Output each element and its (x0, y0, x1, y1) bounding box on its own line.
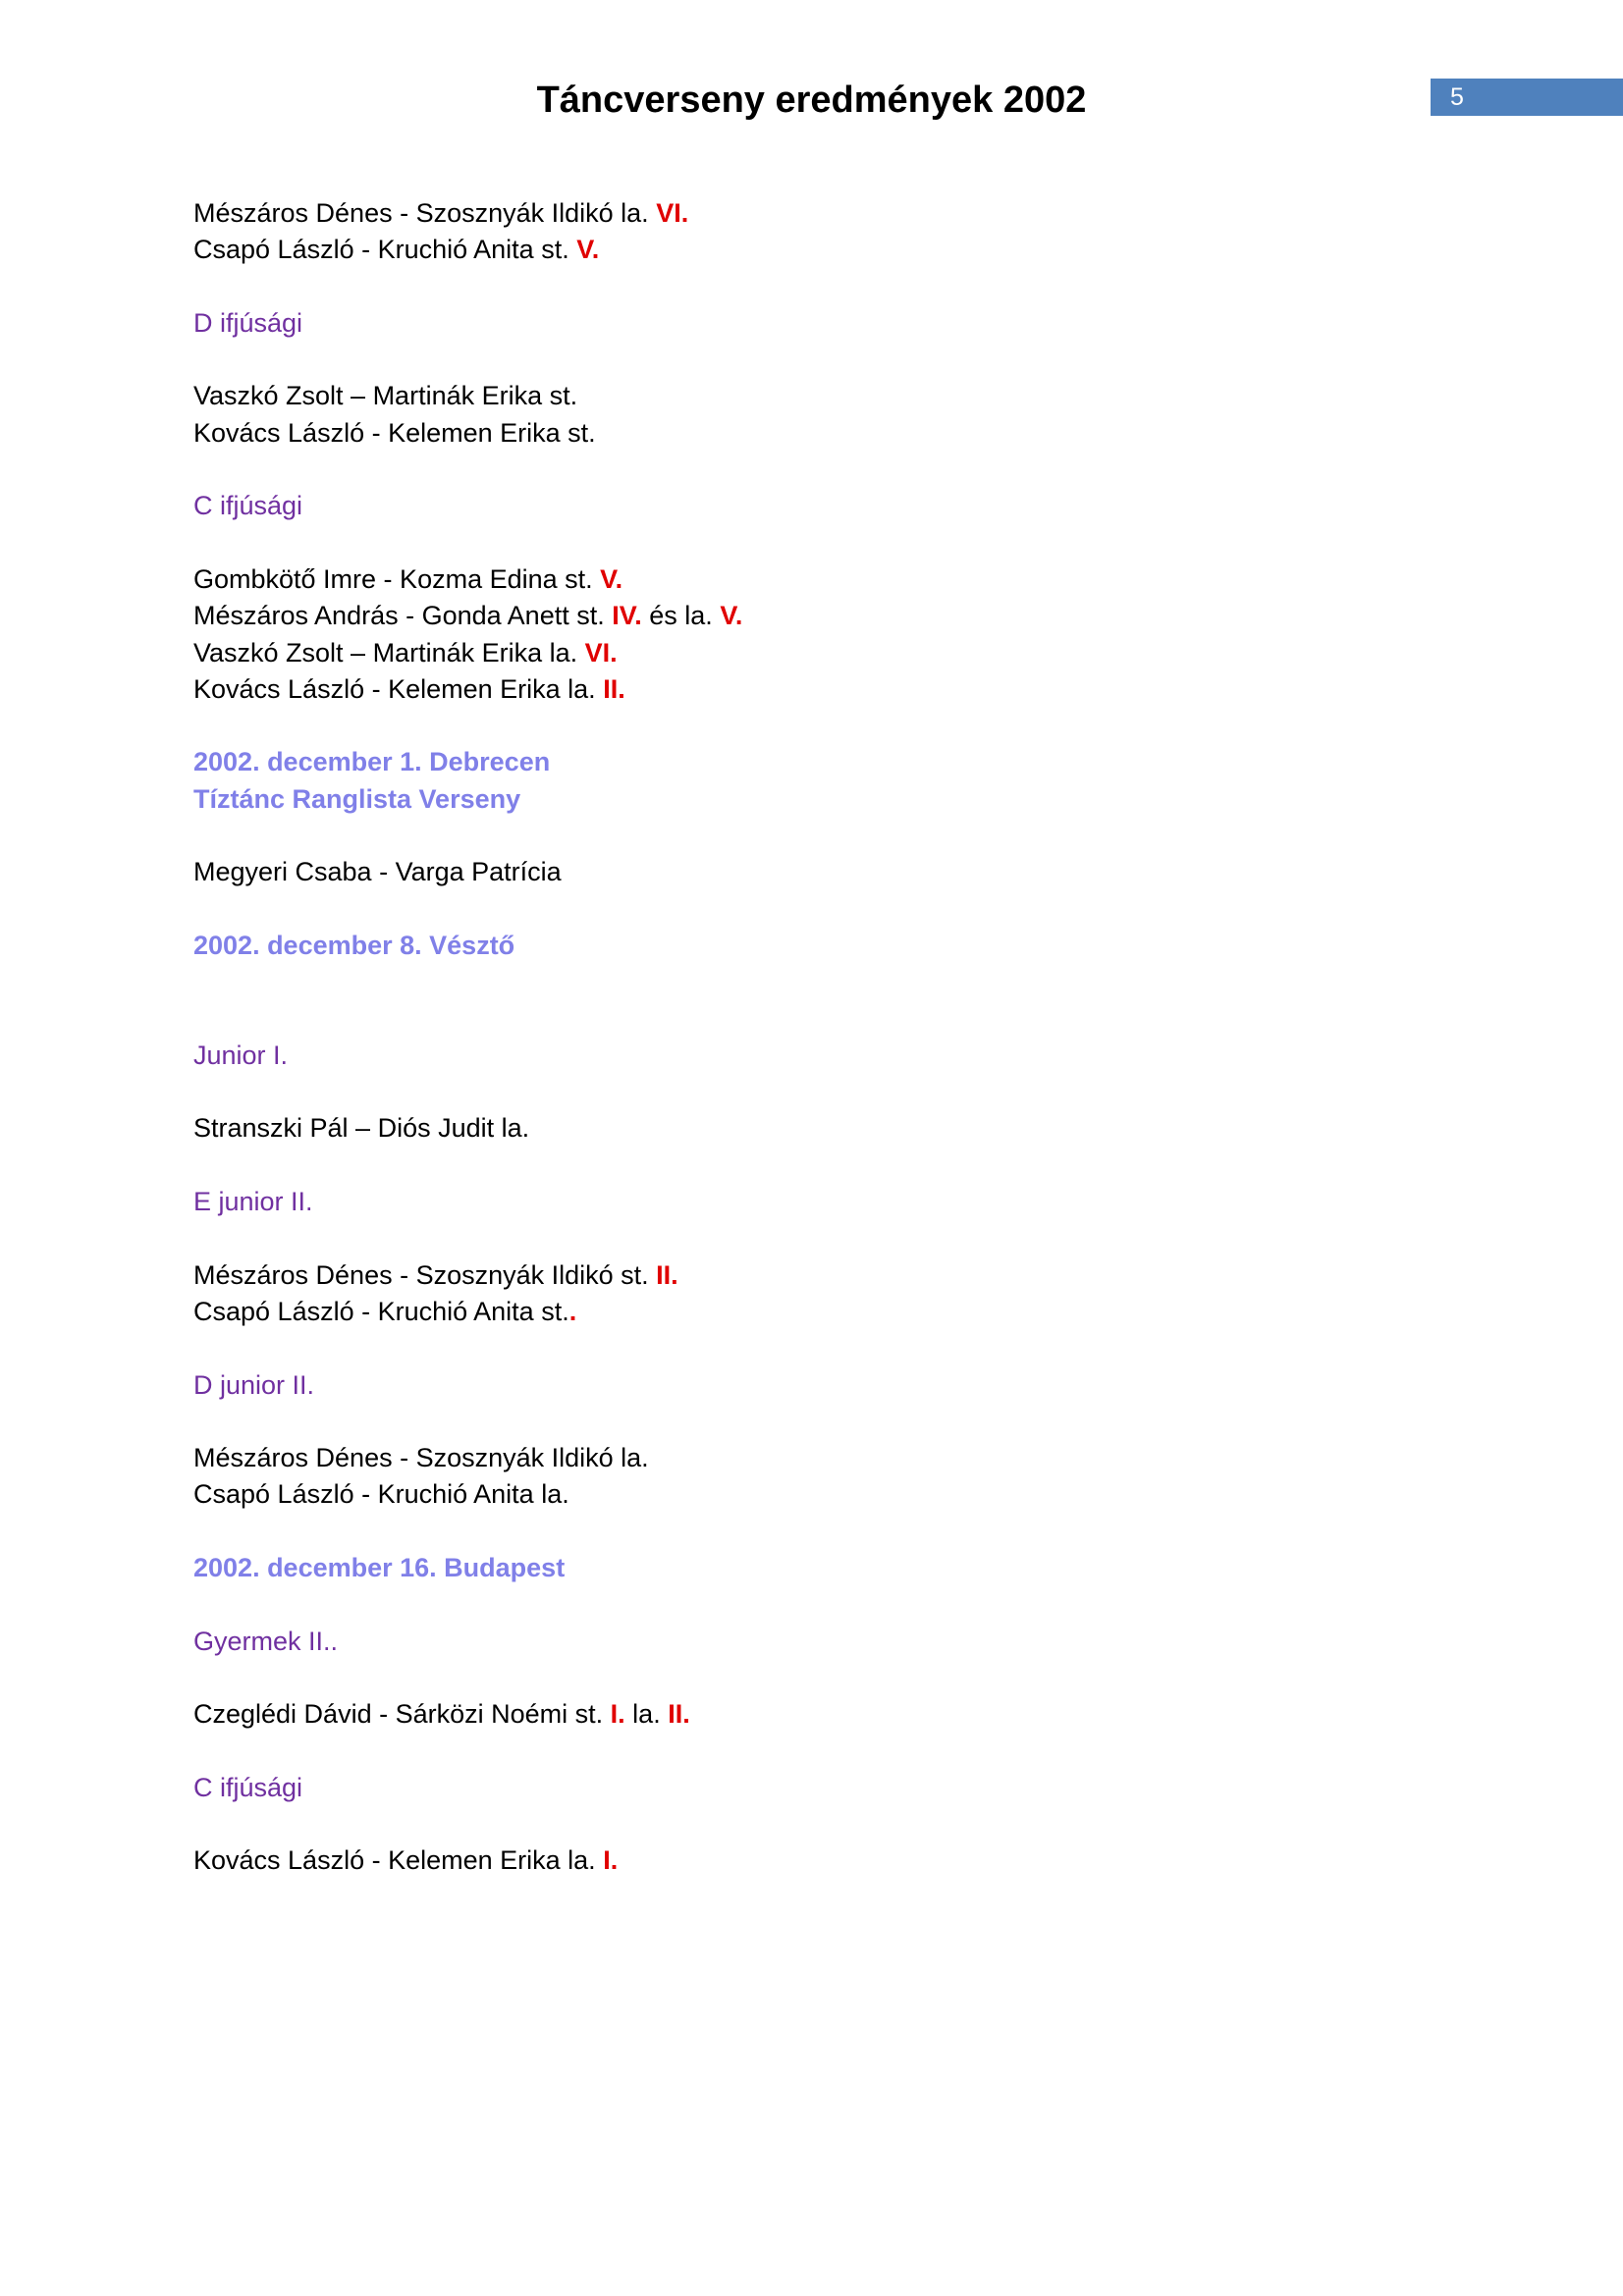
couple-names: Gombkötő Imre - Kozma Edina st. (193, 563, 601, 594)
spacer (193, 452, 1470, 488)
spacer (193, 708, 1470, 744)
heading-text: 2002. december 1. Debrecen (193, 747, 551, 777)
spacer (193, 1330, 1470, 1366)
category-heading (193, 305, 1470, 342)
couple-names: Mészáros Dénes - Szosznyák Ildikó la. (193, 1443, 649, 1473)
placement: VI. (656, 198, 689, 228)
couple-names: Mészáros András - Gonda Anett st. (193, 601, 613, 631)
spacer (193, 964, 1470, 1038)
couple-entry (193, 854, 1470, 890)
couple-names: Csapó László - Kruchió Anita la. (193, 1479, 569, 1510)
placement: II. (656, 1259, 678, 1290)
placement: II. (603, 673, 625, 704)
heading-text: E junior II. (193, 1187, 313, 1217)
spacer (193, 1660, 1470, 1696)
heading-text: Junior I. (193, 1040, 289, 1070)
category-connector: la. (624, 1699, 669, 1730)
heading-text: Tíztánc Ranglista Verseny (193, 783, 521, 814)
placement: . (568, 1296, 577, 1326)
couple-names: Czeglédi Dávid - Sárközi Noémi st. (193, 1699, 611, 1730)
category-heading (193, 1367, 1470, 1404)
couple-names: Csapó László - Kruchió Anita st. (193, 235, 577, 265)
couple-entry (193, 1110, 1470, 1147)
couple-entry (193, 598, 1470, 634)
couple-entry (193, 1294, 1470, 1330)
spacer (193, 1733, 1470, 1769)
couple-names: Mészáros Dénes - Szosznyák Ildikó la. (193, 198, 657, 228)
event-heading (193, 781, 1470, 818)
couple-entry (193, 195, 1470, 232)
spacer (193, 1806, 1470, 1842)
couple-names: Kovács László - Kelemen Erika la. (193, 673, 604, 704)
category-heading (193, 488, 1470, 524)
event-heading (193, 744, 1470, 780)
placement: V. (720, 601, 743, 631)
couple-entry (193, 1257, 1470, 1294)
couple-entry (193, 378, 1470, 414)
couple-entry (193, 671, 1470, 708)
event-heading (193, 1550, 1470, 1586)
couple-names: Kovács László - Kelemen Erika la. (193, 1845, 604, 1876)
spacer (193, 1514, 1470, 1550)
event-heading (193, 928, 1470, 964)
couple-entry (193, 1696, 1470, 1733)
spacer (193, 269, 1470, 305)
spacer (193, 1586, 1470, 1623)
couple-entry (193, 1476, 1470, 1513)
spacer (193, 1220, 1470, 1256)
couple-names: Stranszki Pál – Diós Judit la. (193, 1113, 530, 1144)
couple-names: Mészáros Dénes - Szosznyák Ildikó st. (193, 1259, 657, 1290)
placement: II. (668, 1699, 690, 1730)
category-heading (193, 1038, 1470, 1074)
category-heading (193, 1184, 1470, 1220)
couple-entry (193, 415, 1470, 452)
placement: VI. (584, 637, 618, 667)
couple-entry (193, 1440, 1470, 1476)
category-heading (193, 1770, 1470, 1806)
couple-names: Megyeri Csaba - Varga Patrícia (193, 857, 562, 887)
heading-text: 2002. december 16. Budapest (193, 1552, 566, 1582)
category-connector: és la. (641, 601, 721, 631)
couple-names: Csapó László - Kruchió Anita st. (193, 1296, 569, 1326)
category-heading (193, 1624, 1470, 1660)
couple-entry (193, 1842, 1470, 1879)
spacer (193, 1404, 1470, 1440)
spacer (193, 1148, 1470, 1184)
spacer (193, 342, 1470, 378)
couple-entry (193, 635, 1470, 671)
spacer (193, 525, 1470, 561)
heading-text: C ifjúsági (193, 491, 303, 521)
couple-names: Vaszkó Zsolt – Martinák Erika st. (193, 381, 578, 411)
heading-text: C ifjúsági (193, 1772, 303, 1802)
placement: V. (600, 563, 623, 594)
heading-text: D junior II. (193, 1369, 315, 1400)
page-title: Táncverseny eredmények 2002 (536, 80, 1087, 121)
placement: IV. (612, 601, 642, 631)
placement: I. (603, 1845, 619, 1876)
heading-text: 2002. december 8. Vésztő (193, 930, 515, 960)
couple-entry (193, 561, 1470, 598)
heading-text: Gyermek II.. (193, 1626, 339, 1656)
spacer (193, 818, 1470, 854)
placement: V. (576, 235, 600, 265)
couple-entry (193, 232, 1470, 268)
couple-names: Kovács László - Kelemen Erika st. (193, 417, 596, 448)
spacer (193, 891, 1470, 928)
page-number-badge: 5 (1431, 79, 1623, 116)
placement: I. (610, 1699, 625, 1730)
spacer (193, 1074, 1470, 1110)
heading-text: D ifjúsági (193, 307, 303, 338)
results-list (193, 195, 1470, 1880)
couple-names: Vaszkó Zsolt – Martinák Erika la. (193, 637, 585, 667)
